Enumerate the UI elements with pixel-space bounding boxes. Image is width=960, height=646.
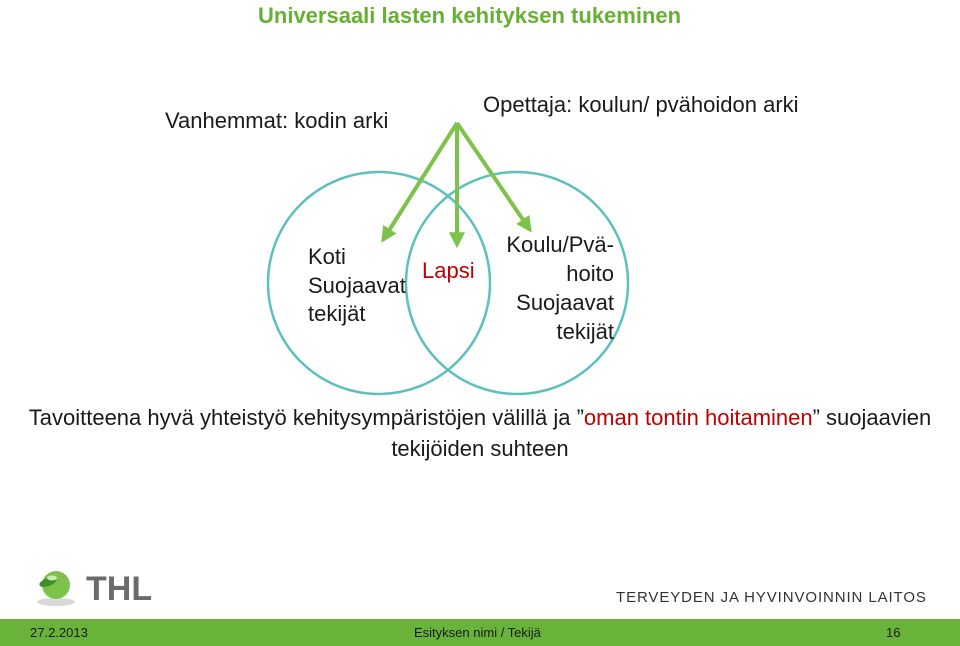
goal-part-1: Tavoitteena hyvä yhteistyö kehitysympäristöjen välillä ja ” xyxy=(28,405,584,430)
thl-logo xyxy=(34,565,164,614)
school-line: Suojaavat xyxy=(516,290,614,315)
school-line: Koulu/Pvä- xyxy=(506,232,614,257)
arrow-to-school xyxy=(457,123,530,230)
school-line: hoito xyxy=(566,261,614,286)
goal-part-2: ” suojaavien tekijöiden suhteen xyxy=(391,405,932,461)
parents-label: Vanhemmat: kodin arki xyxy=(165,108,389,133)
arrow-to-home xyxy=(383,123,457,240)
footer-presentation: Esityksen nimi / Tekijä xyxy=(414,625,541,640)
organization-name: TERVEYDEN JA HYVINVOINNIN LAITOS xyxy=(616,589,927,606)
goal-highlight: oman tontin hoitaminen xyxy=(583,405,813,430)
home-line: Koti xyxy=(308,244,346,269)
home-line: tekijät xyxy=(308,301,366,326)
footer-page-number: 16 xyxy=(886,625,901,640)
child-label: Lapsi xyxy=(422,258,475,283)
school-circle-label xyxy=(470,230,614,346)
slide-title: Universaali lasten kehityksen tukeminen xyxy=(258,3,682,28)
thl-logo-text: THL xyxy=(86,570,153,608)
footer-date: 27.2.2013 xyxy=(30,625,88,640)
goal-text xyxy=(0,402,960,464)
teacher-label: Opettaja: koulun/ pvähoidon arki xyxy=(483,92,799,117)
footer-bar xyxy=(0,619,960,646)
home-line: Suojaavat xyxy=(308,272,406,298)
school-line: tekijät xyxy=(556,319,614,344)
thl-logo-graphic xyxy=(34,565,164,609)
home-circle-label xyxy=(308,243,406,329)
